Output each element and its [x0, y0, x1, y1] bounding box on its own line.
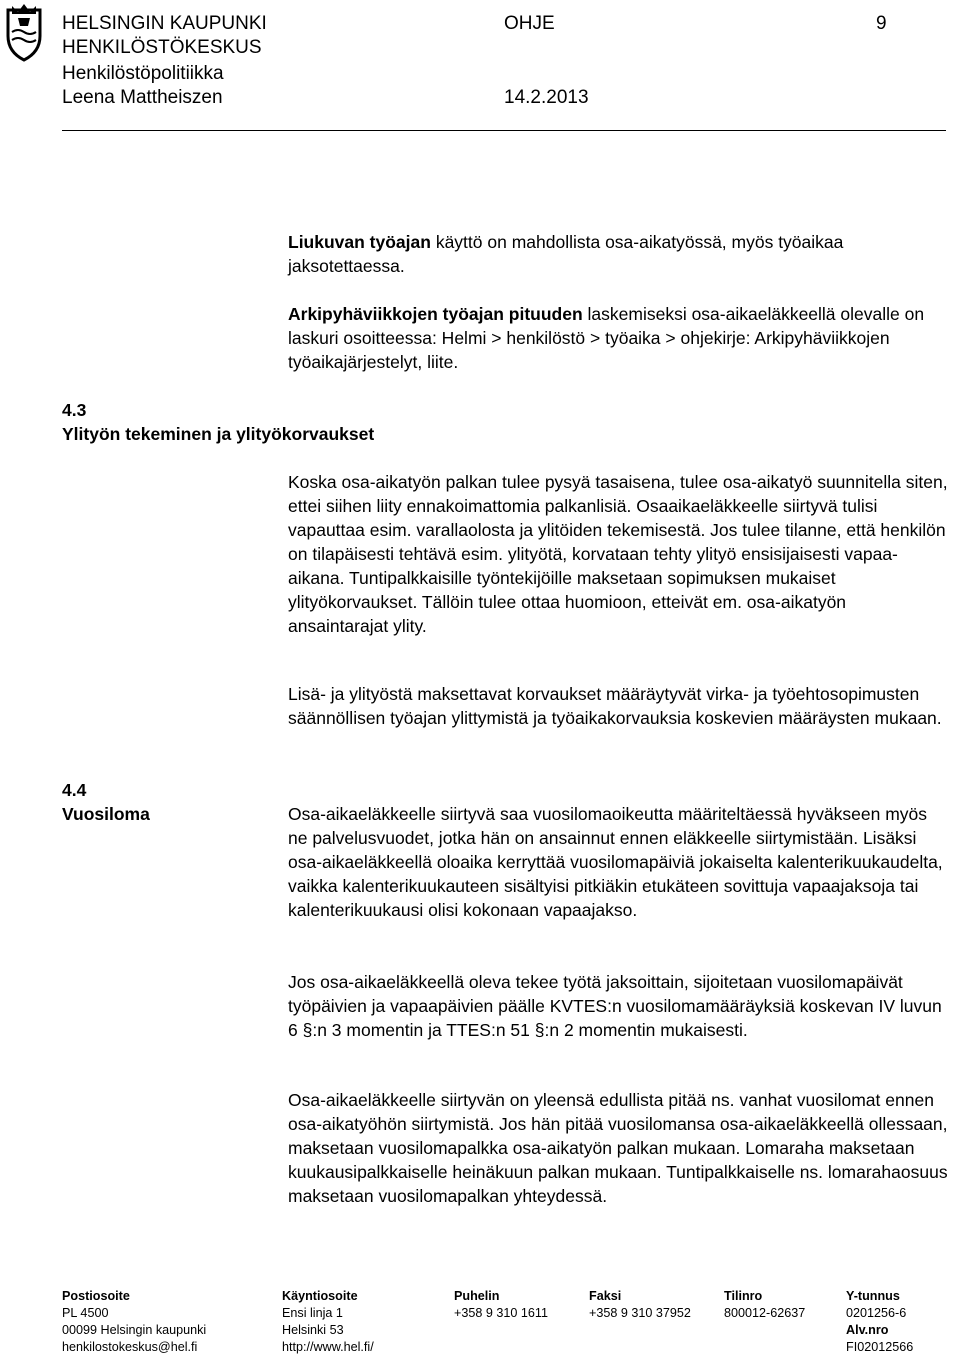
paragraph-overtime: Koska osa-aikatyön palkan tulee pysyä tasaisena, tulee osa-aikatyö suunnitella siten, ettei siihen liity ennakoimattomia palkanlisiä. Osaaikaeläkkeelle siirtyvä tulisi vapauttaa esim. varallaolosta ja ylitöiden tekemisestä. Jos tulee tilanne, että henkilön on tilapäisesti tehtävä esim. ylityötä, korvataan tehty ylityö ensisijaisesti vapaa-aikana. Tuntipalkkaisille työntekijöille maksetaan sopimuksen mukaiset ylityökorvaukset. Tällöin tulee ottaa huomioon, etteivät em. osa-aikatyön ansaintarajat ylity.: [288, 472, 948, 636]
term-holiday-weeks: Arkipyhäviikkojen työajan pituuden: [288, 304, 583, 324]
footer-postal: Postiosoite PL 4500 00099 Helsingin kaupunki henkilostokeskus@hel.fi: [62, 1289, 207, 1354]
section-title: Ylityön tekeminen ja ylityökorvaukset: [62, 424, 375, 444]
section-title: Vuosiloma: [62, 804, 150, 824]
footer-visit: Käyntiosoite Ensi linja 1 Helsinki 53 http://www.hel.fi/: [282, 1289, 374, 1354]
footer-email[interactable]: henkilostokeskus@hel.fi: [62, 1340, 198, 1354]
term-flexible-hours: Liukuvan työajan: [288, 232, 431, 252]
department-name: Henkilöstöpolitiikka: [62, 63, 224, 84]
section-number: 4.3: [62, 400, 87, 420]
document-date: 14.2.2013: [504, 87, 589, 108]
section-4-3-heading: [62, 398, 374, 446]
paragraph-overtime-compensation: Lisä- ja ylityöstä maksettavat korvaukset määräytyvät virka- ja työehtosopimusten säännöllisen työajan ylittymistä ja työaikakorvauksia koskevien määräysten mukaan.: [288, 684, 942, 728]
section-4-4-heading: [62, 778, 150, 826]
footer-website-link[interactable]: http://www.hel.fi/: [282, 1340, 374, 1354]
footer-fax: Faksi +358 9 310 37952: [589, 1289, 691, 1320]
paragraph-vacation-periods: Jos osa-aikaeläkkeellä oleva tekee työtä jaksoittain, sijoitetaan vuosilomapäivät työpäivien ja vapaapäivien päälle KVTES:n vuosilomamääräyksiä koskevan IV luvun 6 §:n 3 momentin ja TTES:n 51 §:n 2 momentin mukaisesti.: [288, 972, 942, 1040]
author-name: Leena Mattheiszen: [62, 87, 223, 108]
paragraph-holiday-weeks: Arkipyhäviikkojen työajan pituuden laskemiseksi osa-aikaeläkkeellä olevalle on laskuri osoitteessa: Helmi > henkilöstö > työaika > ohjekirje: Arkipyhäviikkojen työaikajärjestelyt, liite.: [288, 304, 925, 372]
section-number: 4.4: [62, 780, 87, 800]
footer-phone: Puhelin +358 9 310 1611: [454, 1289, 548, 1320]
paragraph-vacation-pay: Osa-aikaeläkkeelle siirtyvän on yleensä edullista pitää ns. vanhat vuosilomat ennen osa-aikatyöhön siirtymistä. Jos hän pitää vuosilomansa osa-aikaeläkkeellä ollessaan, maksetaan vuosilomapalkka osa-aikatyön palkan mukaan. Lomaraha maksetaan kuukausipalkkaiselle heinäkuun palkan mukaan. Tuntipalkkaiselle ns. lomarahaosuus maksetaan vuosilomapalkan yhteydessä.: [288, 1090, 948, 1206]
footer-account: Tilinro 800012-62637: [724, 1289, 806, 1320]
page-number: 9: [876, 13, 887, 34]
paragraph-vacation-rights: Osa-aikaeläkkeelle siirtyvä saa vuosilomaoikeutta määriteltäessä hyväkseen myös ne palvelusvuodet, jotka hän on ansainnut ennen eläkkeelle siirtymistään. Lisäksi osa-aikaeläkkeellä oloaika kerryttää vuosilomapäiviä jokaiselta kalenterikuukaudelta, vaikka kalenterikuukauteen sisältyisi pitkiäkin etukäteen sovittuja vapaajaksoja tai kalenterikuukausi olisi kokonaan vapaajakso.: [288, 804, 943, 920]
helsinki-crest-logo: [2, 2, 46, 64]
paragraph-flexible-hours: Liukuvan työajan käyttö on mahdollista osa-aikatyössä, myös työaikaa jaksotettaessa.: [288, 232, 844, 276]
document-type: OHJE: [504, 13, 555, 34]
unit-name: HENKILÖSTÖKESKUS: [62, 37, 262, 58]
header-divider: [62, 130, 946, 131]
footer-business-id: Y-tunnus 0201256-6 Alv.nro FI02012566: [846, 1289, 914, 1354]
org-name: HELSINGIN KAUPUNKI: [62, 13, 267, 34]
